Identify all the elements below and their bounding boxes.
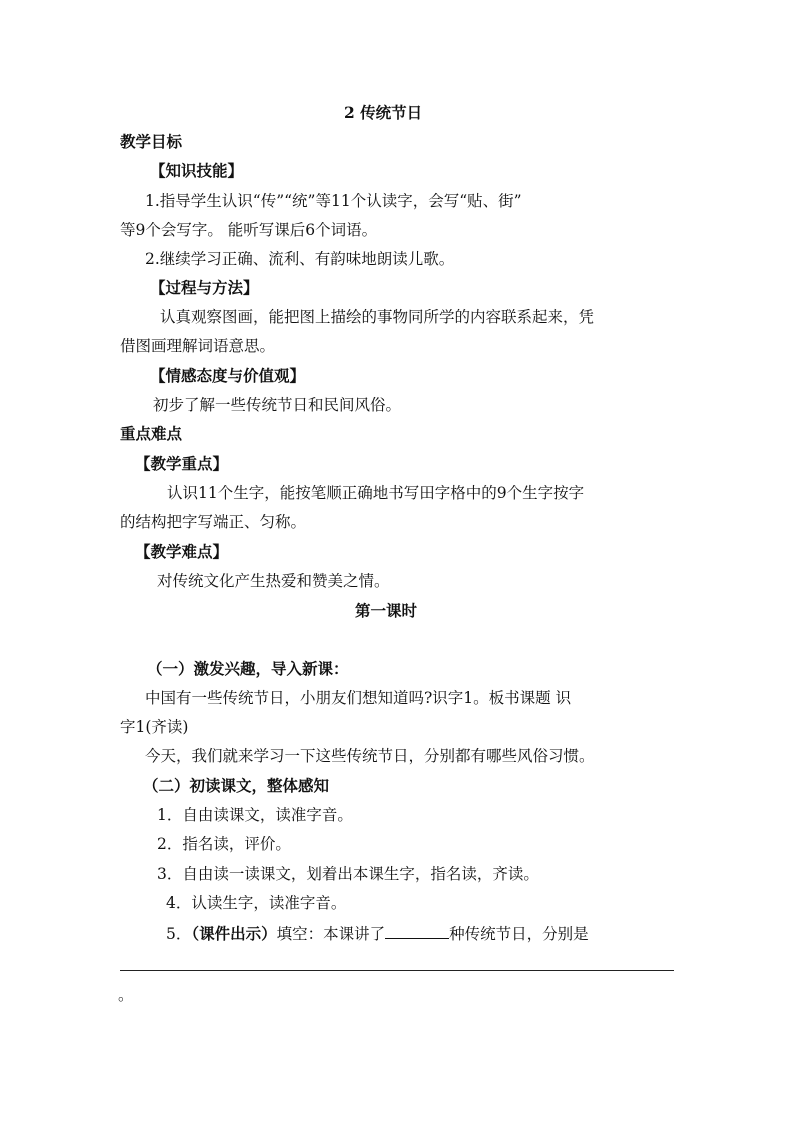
difficulty-text: 对传统文化产生热爱和赞美之情。 [157, 572, 390, 590]
knowledge-item-1-cont: 等9个会写字。 能听写课后6个词语。 [120, 221, 378, 239]
knowledge-item-2: 2.继续学习正确、流利、有韵味地朗读儿歌。 [145, 250, 455, 268]
key-point-heading: 【教学重点】 [135, 454, 229, 473]
step-1: 1．自由读课文，读准字音。 [157, 806, 353, 824]
key-difficulty-heading: 重点难点 [120, 424, 183, 443]
step-5 [166, 922, 589, 945]
difficulty-heading: 【教学难点】 [135, 542, 229, 561]
process-heading: 【过程与方法】 [150, 278, 259, 297]
step-5-number: 5． [166, 925, 192, 943]
process-text: 认真观察图画，能把图上描绘的事物同所学的内容联系起来，凭 [160, 308, 595, 326]
step-4: 4．认读生字，读准字音。 [166, 894, 347, 912]
knowledge-item-1: 1.指导学生认识“传”“统”等11个认读字，会写“贴、街” [145, 192, 522, 210]
page-title: 2 传统节日 [344, 103, 423, 122]
goals-heading: 教学目标 [120, 132, 183, 151]
key-point-text-cont: 的结构把字写端正、匀称。 [120, 513, 307, 531]
key-point-text: 认识11个生字，能按笔顺正确地书写田字格中的9个生字按字 [167, 484, 585, 502]
step-5-text: 填空：本课讲了 [276, 925, 386, 943]
step-5-text-cont: 种传统节日，分别是 [449, 925, 589, 943]
process-text-cont: 借图画理解词语意思。 [120, 337, 276, 355]
part2-heading: （二）初读课文，整体感知 [143, 776, 330, 795]
lesson-heading: 第一课时 [355, 601, 418, 620]
knowledge-heading: 【知识技能】 [150, 161, 244, 180]
part1-text-2: 今天，我们就来学习一下这些传统节日，分别都有哪些风俗习惯。 [145, 747, 595, 765]
trailing-period: 。 [118, 986, 134, 1004]
fill-in-blank [385, 922, 449, 939]
step-2: 2．指名读，评价。 [157, 835, 291, 853]
step-5-courseware-note: （课件出示） [191, 924, 277, 943]
emotion-text: 初步了解一些传统节日和民间风俗。 [153, 396, 402, 414]
section-divider [120, 970, 674, 971]
part1-text: 中国有一些传统节日，小朋友们想知道吗?识字1。板书课题 识 [145, 689, 572, 707]
step-3: 3．自由读一读课文，划着出本课生字，指名读，齐读。 [157, 865, 539, 883]
emotion-heading: 【情感态度与价值观】 [150, 366, 306, 385]
part1-heading: （一）激发兴趣，导入新课： [147, 659, 349, 678]
part1-text-cont: 字1(齐读) [120, 718, 189, 736]
